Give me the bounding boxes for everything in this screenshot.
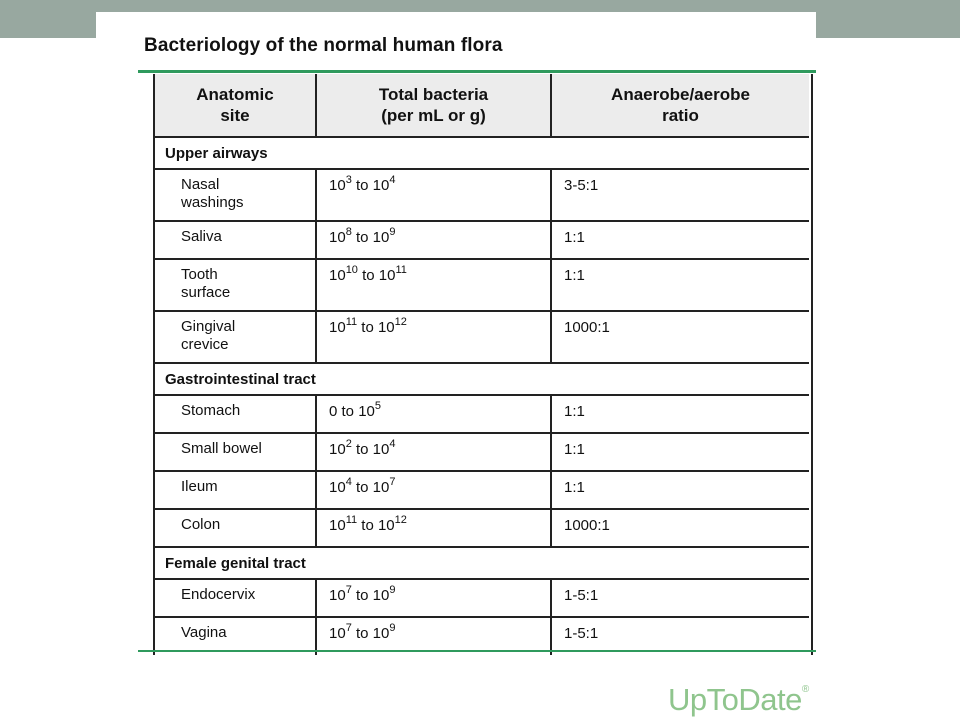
site-line: crevice <box>181 336 229 353</box>
table-row <box>155 311 809 363</box>
cell-total-bacteria <box>316 395 551 433</box>
range-high: 10 <box>377 319 395 336</box>
range-word: to <box>361 319 374 336</box>
site-line: washings <box>181 194 244 211</box>
logo-text: UpToDate <box>668 682 802 717</box>
table-body <box>155 137 809 655</box>
cell-anatomic-site <box>155 221 316 259</box>
table-row <box>155 433 809 471</box>
section-row <box>155 137 809 169</box>
cell-total-bacteria <box>316 509 551 547</box>
cell-total-bacteria <box>316 311 551 363</box>
site-line: Small bowel <box>181 440 262 457</box>
range-high: 10 <box>372 587 390 604</box>
header-ratio <box>551 74 809 137</box>
range-word: to <box>341 403 355 420</box>
range-high: 10 <box>372 229 390 246</box>
header-line: ratio <box>662 106 699 125</box>
range-low: 10 <box>329 625 346 642</box>
range-low-exponent: 7 <box>345 584 352 596</box>
header-line: Anatomic <box>196 85 274 104</box>
cell-total-bacteria <box>316 259 551 311</box>
cell-anatomic-site <box>155 433 316 471</box>
site-line: surface <box>181 284 231 301</box>
site-line: Nasal <box>181 176 220 193</box>
section-row <box>155 363 809 395</box>
cell-total-bacteria <box>316 221 551 259</box>
flora-table <box>155 74 809 655</box>
site-line: Ileum <box>181 478 218 495</box>
cell-total-bacteria <box>316 169 551 221</box>
registered-mark: ® <box>801 684 809 695</box>
table-row <box>155 169 809 221</box>
cell-ratio: 3-5:1 <box>551 169 809 221</box>
range-low: 10 <box>329 229 346 246</box>
range-low: 0 <box>329 403 338 420</box>
table-row <box>155 579 809 617</box>
cell-ratio: 1:1 <box>551 433 809 471</box>
range-low-exponent: 10 <box>345 264 358 276</box>
cell-ratio: 1:1 <box>551 259 809 311</box>
header-line: Anaerobe/aerobe <box>611 85 750 104</box>
range-high-exponent: 5 <box>374 400 382 412</box>
cell-total-bacteria <box>316 433 551 471</box>
cell-ratio: 1:1 <box>551 395 809 433</box>
range-low-exponent: 4 <box>345 476 352 488</box>
range-low-exponent: 2 <box>345 438 352 450</box>
range-word: to <box>355 441 369 458</box>
site-line: Colon <box>181 516 221 533</box>
header-line: site <box>220 106 250 125</box>
site-line: Endocervix <box>181 586 256 603</box>
range-high-exponent: 11 <box>395 264 407 276</box>
range-high: 10 <box>358 403 375 420</box>
section-heading: Female genital tract <box>155 547 809 579</box>
cell-anatomic-site <box>155 579 316 617</box>
range-high-exponent: 7 <box>389 476 396 488</box>
table-row <box>155 471 809 509</box>
range-high-exponent: 12 <box>394 514 407 526</box>
range-low: 10 <box>329 587 346 604</box>
range-word: to <box>362 267 375 284</box>
range-word: to <box>355 587 369 604</box>
cell-anatomic-site <box>155 471 316 509</box>
cell-anatomic-site <box>155 311 316 363</box>
range-word: to <box>355 625 369 642</box>
range-low-exponent: 8 <box>345 226 352 238</box>
bottom-rule <box>138 650 816 652</box>
range-high: 10 <box>372 625 390 642</box>
range-word: to <box>355 479 369 496</box>
header-total-bacteria <box>316 74 551 137</box>
table-row <box>155 259 809 311</box>
range-high: 10 <box>372 177 390 194</box>
section-row <box>155 547 809 579</box>
cell-total-bacteria <box>316 579 551 617</box>
cell-ratio: 1000:1 <box>551 509 809 547</box>
range-low: 10 <box>329 319 346 336</box>
cell-anatomic-site <box>155 169 316 221</box>
table-row <box>155 395 809 433</box>
range-high: 10 <box>372 441 390 458</box>
range-low: 10 <box>329 177 346 194</box>
uptodate-logo <box>668 682 809 718</box>
range-low: 10 <box>329 441 346 458</box>
header-anatomic-site <box>155 74 316 137</box>
table-frame <box>153 74 813 655</box>
range-high-exponent: 9 <box>389 226 396 238</box>
cell-ratio: 1-5:1 <box>564 625 599 642</box>
cell-ratio: 1:1 <box>551 471 809 509</box>
range-low: 10 <box>329 479 346 496</box>
range-low-exponent: 11 <box>345 514 358 526</box>
site-line: Vagina <box>181 624 227 641</box>
site-line: Stomach <box>181 402 241 419</box>
cell-ratio: 1:1 <box>551 221 809 259</box>
table-row <box>155 509 809 547</box>
site-line: Tooth <box>181 266 218 283</box>
range-high-exponent: 4 <box>389 174 396 186</box>
cell-anatomic-site <box>155 509 316 547</box>
range-high-exponent: 4 <box>389 438 396 450</box>
table-title: Bacteriology of the normal human flora <box>144 35 503 56</box>
table-row <box>155 221 809 259</box>
range-word: to <box>355 177 369 194</box>
cell-ratio: 1-5:1 <box>551 579 809 617</box>
cell-ratio: 1000:1 <box>551 311 809 363</box>
header-row <box>155 74 809 137</box>
cell-anatomic-site <box>155 259 316 311</box>
range-word: to <box>361 517 374 534</box>
header-line: Total bacteria <box>378 85 489 104</box>
range-low: 10 <box>329 267 346 284</box>
cell-total-bacteria <box>316 471 551 509</box>
cell-anatomic-site <box>155 395 316 433</box>
site-line: Gingival <box>181 318 236 335</box>
range-low-exponent: 7 <box>345 622 352 634</box>
range-low-exponent: 11 <box>345 316 358 328</box>
range-high-exponent: 12 <box>394 316 407 328</box>
top-rule <box>138 70 816 73</box>
section-heading: Gastrointestinal tract <box>155 363 809 395</box>
range-word: to <box>355 229 369 246</box>
site-line: Saliva <box>181 228 222 245</box>
section-heading: Upper airways <box>155 137 809 169</box>
range-high: 10 <box>372 479 390 496</box>
range-high: 10 <box>378 267 396 284</box>
range-high: 10 <box>377 517 395 534</box>
range-low-exponent: 3 <box>345 174 352 186</box>
range-high-exponent: 9 <box>389 584 396 596</box>
header-line: (per mL or g) <box>381 106 486 125</box>
range-low: 10 <box>329 517 346 534</box>
range-high-exponent: 9 <box>389 622 396 634</box>
